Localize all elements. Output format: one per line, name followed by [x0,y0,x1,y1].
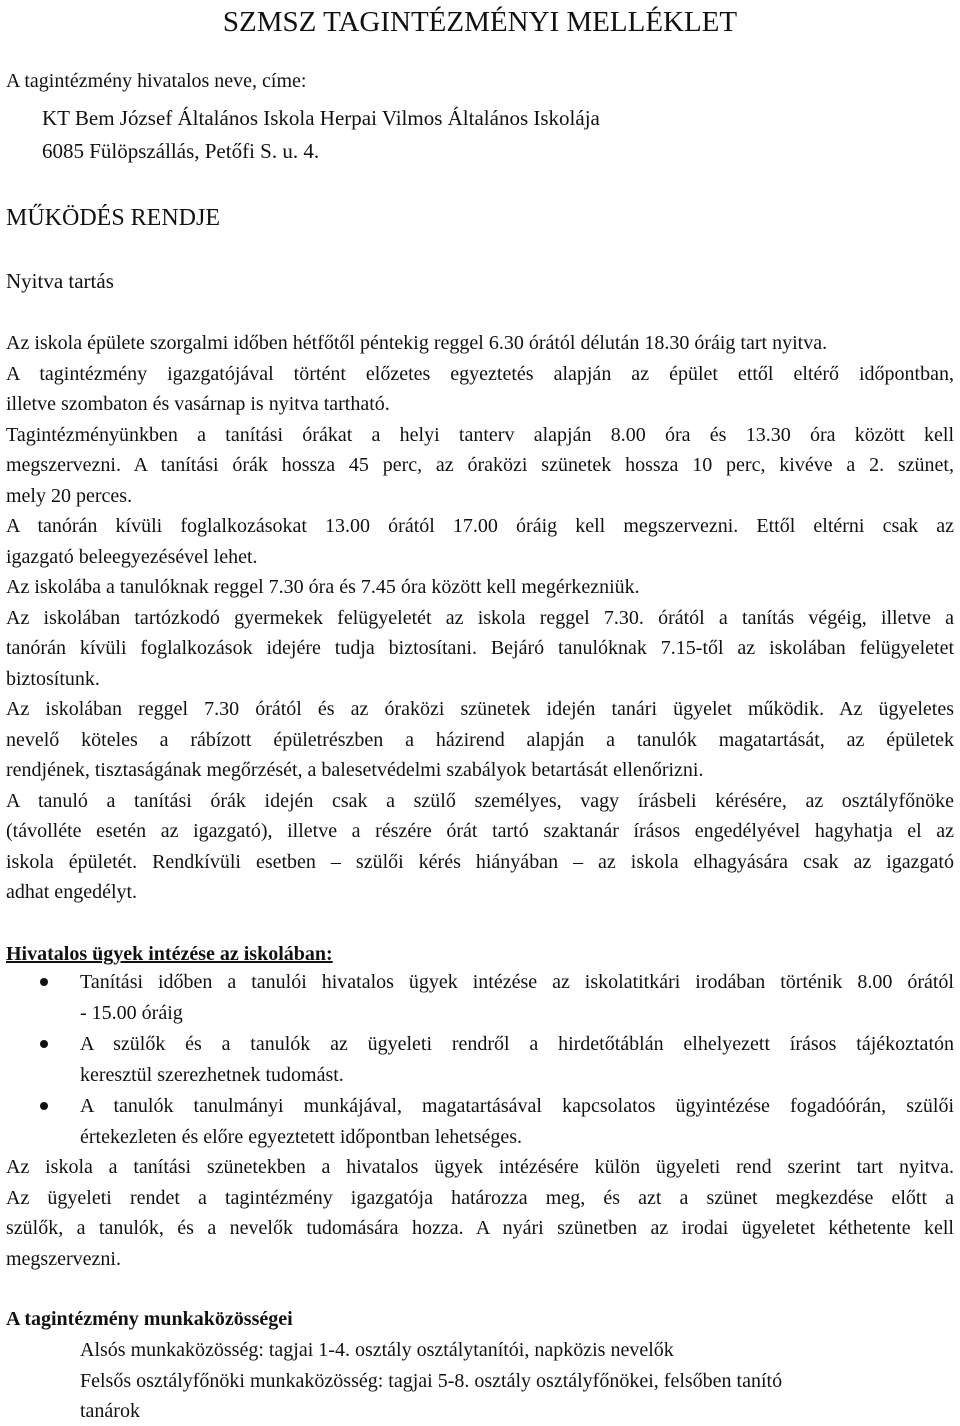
paragraph-line: Az iskolában tartózkodó gyermekek felügyeletét az iskola reggel 7.30. órától a tanítás végéig, illetve a [6,607,954,629]
paragraph-line: Az iskola épülete szorgalmi időben hétfőtől péntekig reggel 6.30 órától délután 18.30 óráig tart nyitva. [6,332,828,354]
paragraph-line: megszervezni. [6,1248,121,1270]
document-title: SZMSZ TAGINTÉZMÉNYI MELLÉKLET [222,6,738,38]
paragraph-line: Az iskola a tanítási szünetekben a hivatalos ügyek intézésére külön ügyeleti rend szerint tart nyitva. [6,1156,954,1178]
paragraph-line: Tagintézményünkben a tanítási órákat a helyi tanterv alapján 8.00 óra és 13.30 óra között kell [6,424,954,446]
workgroups-heading: A tagintézmény munkaközösségei [6,1308,293,1330]
paragraph-line: (távolléte esetén az igazgató), illetve a részére órát tartó szaktanár írásos engedélyével hagyhatja el az [6,820,954,842]
paragraph-line: biztosítunk. [6,668,100,690]
workgroup-line: Felsős osztályfőnöki munkaközösség: tagjai 5-8. osztály osztályfőnökei, felsőben tanító [80,1370,783,1392]
paragraph-line: mely 20 perces. [6,485,133,507]
opening-hours-subheading: Nyitva tartás [6,269,114,293]
paragraph-line: nevelő köteles a rábízott épületrészben a házirend alapján a tanulók magatartását, az épületek [6,729,954,751]
bullet-line: keresztül szerezhetnek tudomást. [80,1064,344,1086]
paragraph-line: igazgató beleegyezésével lehet. [6,546,258,568]
bullet-dot-icon [40,1040,48,1048]
institution-label: A tagintézmény hivatalos neve, címe: [6,70,307,92]
paragraph-line: Az iskolába a tanulóknak reggel 7.30 óra és 7.45 óra között kell megérkezniük. [6,576,640,598]
paragraph-line: megszervezni. A tanítási órák hossza 45 perc, az óraközi szünetek hossza 10 perc, kivéve a 2. szünet, [6,454,954,476]
official-matters-heading: Hivatalos ügyek intézése az iskolában: [6,943,333,965]
institution-address: 6085 Fülöpszállás, Petőfi S. u. 4. [42,139,320,163]
paragraph-line: rendjének, tisztaságának megőrzését, a balesetvédelmi szabályok betartását ellenőrizni. [6,759,704,781]
operation-heading: MŰKÖDÉS RENDJE [6,205,221,231]
paragraph-line: iskola épületét. Rendkívüli esetben – szülői kérés hiányában – az iskola elhagyására csak az igazgató [6,851,954,873]
paragraph-line: A tagintézmény igazgatójával történt előzetes egyeztetés alapján az épület ettől eltérő időpontban, [6,363,954,385]
paragraph-line: Az ügyeleti rendet a tagintézmény igazgatója határozza meg, és azt a szünet megkezdése előtt a [6,1187,954,1209]
institution-name: KT Bem József Általános Iskola Herpai Vilmos Általános Iskolája [42,106,600,130]
workgroup-line: Alsós munkaközösség: tagjai 1-4. osztály osztálytanítói, napközis nevelők [80,1339,674,1361]
bullet-line: - 15.00 óráig [80,1002,183,1024]
paragraph-line: Az iskolában reggel 7.30 órától és az óraközi szünetek idején tanári ügyelet működik. Az ügyeletes [6,698,954,720]
bullet-dot-icon [40,978,48,986]
paragraph-line: A tanórán kívüli foglalkozásokat 13.00 órától 17.00 óráig kell megszervezni. Ettől eltérni csak az [6,515,954,537]
paragraph-line: adhat engedélyt. [6,881,138,903]
bullet-line: A tanulók tanulmányi munkájával, magatartásával kapcsolatos ügyintézése fogadóórán, szülői [80,1095,954,1117]
paragraph-line: szülők, a tanulók, és a nevelők tudomására hozza. A nyári szünetben az irodai ügyeletet kéthetente kell [6,1217,954,1239]
bullet-line: A szülők és a tanulók az ügyeleti rendről a hirdetőtáblán elhelyezett írásos tájékoztatón [80,1033,954,1055]
paragraph-line: tanórán kívüli foglalkozások idejére tudja biztosítani. Bejáró tanulóknak 7.15-től az iskolában felügyeletet [6,637,954,659]
paragraph-line: A tanuló a tanítási órák idején csak a szülő személyes, vagy írásbeli kérésére, az osztályfőnöke [6,790,954,812]
bullet-dot-icon [40,1102,48,1110]
paragraph-line: illetve szombaton és vasárnap is nyitva tartható. [6,393,390,415]
bullet-line: Tanítási időben a tanulói hivatalos ügyek intézése az iskolatitkári irodában történik 8.00 órától [80,971,954,993]
bullet-line: értekezleten és előre egyeztetett időpontban lehetséges. [80,1126,523,1148]
workgroup-line: tanárok [80,1400,140,1422]
